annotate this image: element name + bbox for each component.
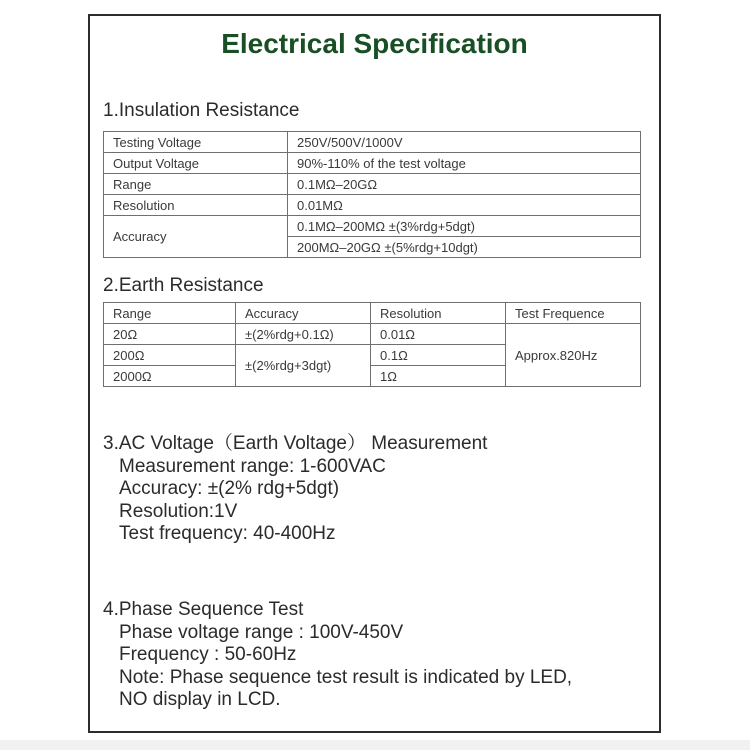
section-3-block xyxy=(103,433,487,546)
spec-line: Frequency : 50-60Hz xyxy=(119,644,297,665)
table-row xyxy=(104,324,641,345)
column-header: Range xyxy=(104,303,236,324)
section-4-block xyxy=(103,599,572,712)
bottom-strip xyxy=(0,740,750,750)
test-frequence-cell: Approx.820Hz xyxy=(506,324,641,387)
resolution-cell: 0.1Ω xyxy=(371,345,506,366)
spec-sheet-border xyxy=(88,14,661,733)
spec-line: NO display in LCD. xyxy=(119,689,281,710)
range-cell: 200Ω xyxy=(104,345,236,366)
section-4-heading: 4.Phase Sequence Test xyxy=(103,599,304,620)
table-header-row xyxy=(104,303,641,324)
spec-line: Resolution:1V xyxy=(119,500,238,522)
spec-line: Measurement range: 1-600VAC xyxy=(119,455,386,477)
spec-label-cell: Resolution xyxy=(104,195,288,216)
resolution-cell: 0.01Ω xyxy=(371,324,506,345)
table-row xyxy=(104,195,641,216)
table-row xyxy=(104,153,641,174)
table-row xyxy=(104,216,641,237)
spec-value-cell: 0.01MΩ xyxy=(288,195,641,216)
table-row xyxy=(104,174,641,195)
section-2-heading: 2.Earth Resistance xyxy=(103,275,264,296)
section-3-heading: 3.AC Voltage（Earth Voltage） Measurement xyxy=(103,433,488,454)
section-1-heading: 1.Insulation Resistance xyxy=(103,100,300,121)
resolution-cell: 1Ω xyxy=(371,366,506,387)
insulation-resistance-table xyxy=(103,131,641,258)
spec-line: Note: Phase sequence test result is indicated by LED, xyxy=(119,666,573,688)
page-title: Electrical Specification xyxy=(221,28,528,59)
spec-value-cell: 0.1MΩ–20GΩ xyxy=(288,174,641,195)
spec-line: Test frequency: 40-400Hz xyxy=(119,523,336,544)
table-row xyxy=(104,132,641,153)
column-header: Accuracy xyxy=(236,303,371,324)
spec-value-cell: 200MΩ–20GΩ ±(5%rdg+10dgt) xyxy=(288,237,641,258)
range-cell: 2000Ω xyxy=(104,366,236,387)
spec-line: Accuracy: ±(2% rdg+5dgt) xyxy=(119,478,340,499)
earth-resistance-table xyxy=(103,302,641,387)
spec-value-cell: 0.1MΩ–200MΩ ±(3%rdg+5dgt) xyxy=(288,216,641,237)
spec-line: Phase voltage range : 100V-450V xyxy=(119,621,404,643)
column-header: Test Frequence xyxy=(506,303,641,324)
accuracy-cell: ±(2%rdg+0.1Ω) xyxy=(236,324,371,345)
column-header: Resolution xyxy=(371,303,506,324)
spec-label-cell: Output Voltage xyxy=(104,153,288,174)
spec-value-cell: 90%-110% of the test voltage xyxy=(288,153,641,174)
accuracy-cell: ±(2%rdg+3dgt) xyxy=(236,345,371,387)
spec-label-cell: Range xyxy=(104,174,288,195)
spec-label-cell: Accuracy xyxy=(104,216,288,258)
spec-value-cell: 250V/500V/1000V xyxy=(288,132,641,153)
spec-label-cell: Testing Voltage xyxy=(104,132,288,153)
range-cell: 20Ω xyxy=(104,324,236,345)
